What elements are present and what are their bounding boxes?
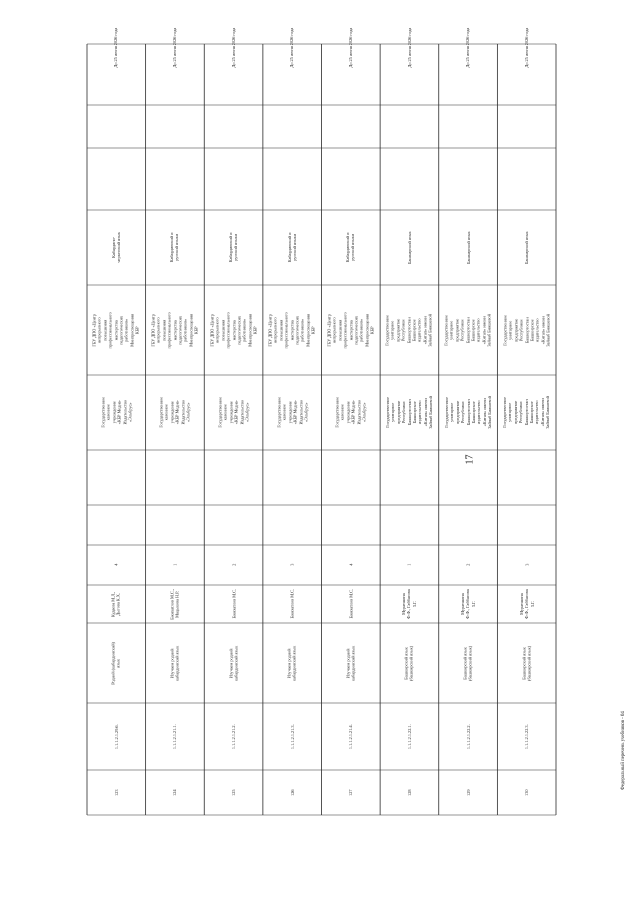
publisher-cell (498, 376, 555, 449)
textbook-authors: Бжихатлов М.С., Мацыкова Н.Р. (169, 588, 180, 620)
grade-cell (147, 546, 204, 584)
language-cell (147, 211, 204, 284)
language: Кабардинский и русский языки (286, 232, 298, 263)
developer-org-cell (323, 286, 380, 374)
empty-cell-cell (323, 106, 380, 147)
empty-cell-cell (498, 149, 555, 209)
grade-cell (323, 546, 380, 584)
textbook-authors: Муратшина Ф.Ф., Габбасова З.Г. (518, 589, 535, 619)
deadline: До 25 июня 2026 года (289, 27, 295, 68)
language-cell (264, 211, 321, 284)
empty-cell-cell (147, 149, 204, 209)
empty-cell-cell (323, 451, 380, 504)
grade: 1 (172, 563, 178, 567)
textbook-authors-cell (381, 586, 438, 622)
language-cell (498, 211, 555, 284)
grade: 4 (348, 563, 354, 567)
language: Кабардино- черкесский язык (110, 232, 122, 263)
textbook-code: 1.1.1.2.1.21.3. (289, 724, 295, 749)
textbook-code-cell (88, 704, 145, 769)
empty-cell-cell (498, 506, 555, 544)
language: Башкирский язык (465, 231, 471, 264)
empty-cell-cell (147, 506, 204, 544)
developer-org: ГБУ ДПО «Центр непрерывного повышения профессионального мастерства педагогических работников» Минпросвещения КБР (326, 311, 375, 349)
row-number: 125 (230, 789, 236, 796)
deadline-cell (205, 27, 262, 68)
textbook-title-cell (88, 624, 145, 702)
textbook-code: 1.1.1.2.1.22.2. (465, 724, 471, 749)
textbook-title-cell (440, 624, 497, 702)
row-number-cell (440, 771, 497, 814)
developer-org-cell (147, 286, 204, 374)
textbook-code: 1.1.1.2.1.22.3. (523, 724, 529, 749)
language: Кабардинский и русский языки (228, 232, 239, 263)
empty-cell-cell (440, 149, 497, 209)
page-number: 17 (464, 454, 476, 465)
empty-cell-cell (205, 506, 262, 544)
grade: 1 (406, 563, 412, 567)
publisher: Государственное унитарное предприятие Республики Башкортостан Башкирское издательство «Китап» имени Зайнаб Биишевой (385, 396, 434, 429)
deadline: До 25 июня 2026 года (406, 27, 412, 68)
row-number: 129 (465, 789, 471, 796)
textbook-title-cell (381, 624, 438, 702)
textbook-title: Изучаем родной кабардинский язык (228, 645, 239, 681)
publisher-cell (147, 376, 204, 449)
grade: 2 (465, 563, 471, 567)
grade: 3 (289, 563, 295, 567)
developer-org: Государственное унитарное предприятие Республики Башкортостан Башкирское издательство «Китап» имени Зайнаб Биишевой (385, 313, 434, 347)
textbook-code-cell (264, 704, 321, 769)
empty-cell-cell (88, 149, 145, 209)
developer-org-cell (440, 286, 497, 374)
empty-cell-cell (264, 106, 321, 147)
textbook-authors: Кудаева М.Л., Дыгова К.Х. (110, 591, 122, 617)
developer-org-cell (264, 286, 321, 374)
empty-cell-cell (264, 149, 321, 209)
publisher: Государственное казенное учреждение «КБР Медиа- Издательство «Эльбрус» (100, 397, 133, 428)
row-number: 128 (406, 789, 412, 796)
deadline-cell (323, 27, 380, 68)
textbook-title-cell (264, 624, 321, 702)
deadline: До 25 июня 2026 года (230, 27, 236, 68)
row-number: 123 (113, 789, 119, 796)
textbook-code-cell (205, 704, 262, 769)
language-cell (323, 211, 380, 284)
empty-cell-cell (205, 106, 262, 147)
footer-text: Федеральный перечень учебников - 04 (621, 711, 626, 790)
row-number-cell (323, 771, 380, 814)
row-number: 130 (523, 789, 529, 796)
textbook-code: 1.1.1.2.1.21.2. (230, 724, 236, 749)
publisher-cell (440, 376, 497, 449)
row-number-cell (88, 771, 145, 814)
textbook-code-cell (440, 704, 497, 769)
publisher: Государственное казенное учреждение «КБР Медиа- Издательство «Эльбрус» (334, 397, 367, 428)
empty-cell-cell (205, 451, 262, 504)
deadline-cell (498, 27, 555, 68)
deadline-cell (381, 27, 438, 68)
developer-org-cell (205, 286, 262, 374)
deadline: До 25 июня 2026 года (465, 27, 471, 68)
textbook-authors-cell (440, 586, 497, 622)
developer-org: Государственное унитарное предприятие Республики Башкортостан Башкирское издательство «Китап» имени Зайнаб Биишевой (443, 313, 492, 347)
publisher-cell (205, 376, 262, 449)
row-number-cell (498, 771, 555, 814)
textbook-authors: Бжихатлов М.С. (289, 589, 295, 619)
grade: 4 (113, 563, 119, 567)
deadline: До 25 июня 2026 года (113, 27, 119, 68)
deadline-cell (88, 27, 145, 68)
empty-cell-cell (147, 451, 204, 504)
empty-cell-cell (498, 106, 555, 147)
row-number: 124 (172, 789, 178, 796)
empty-cell-cell (381, 451, 438, 504)
empty-cell-cell (205, 149, 262, 209)
textbook-title: Башкирский язык (башкирский язык) (521, 645, 532, 681)
empty-cell-cell (264, 506, 321, 544)
empty-cell-cell (88, 106, 145, 147)
empty-cell-cell (323, 149, 380, 209)
textbook-authors-cell (205, 586, 262, 622)
textbook-authors: Муратшина Ф.Ф., Габбасова З.Г. (401, 589, 418, 619)
textbook-title: Изучаем родной кабардинский язык (286, 645, 298, 681)
empty-cell-cell (381, 149, 438, 209)
grade-cell (498, 546, 555, 584)
empty-cell-cell (498, 451, 555, 504)
textbook-code-cell (147, 704, 204, 769)
deadline-cell (147, 27, 204, 68)
publisher: Государственное казенное учреждение «КБР Медиа- Издательство «Эльбрус» (275, 397, 308, 428)
empty-cell-cell (440, 506, 497, 544)
publisher: Государственное унитарное предприятие Республики Башкортостан Башкирское издательство «Китап» имени Зайнаб Биишевой (443, 396, 492, 429)
deadline: До 25 июня 2026 года (348, 27, 354, 68)
textbook-title-cell (205, 624, 262, 702)
developer-org: ГБУ ДПО «Центр непрерывного повышения профессионального мастерства педагогических работников» Минпросвещения КБР (91, 311, 141, 349)
row-number: 127 (348, 789, 354, 796)
deadline: До 25 июня 2026 года (523, 27, 529, 68)
textbook-code: 1.1.1.2.1.29.6. (113, 724, 119, 749)
empty-cell-cell (147, 106, 204, 147)
developer-org: ГБУ ДПО «Центр непрерывного повышения профессионального мастерства педагогических работников» Минпросвещения КБР (150, 311, 199, 349)
empty-cell-cell (440, 106, 497, 147)
textbook-code-cell (381, 704, 438, 769)
language-cell (440, 211, 497, 284)
developer-org: ГБУ ДПО «Центр непрерывного повышения профессионального мастерства педагогических работников» Минпросвещения КБР (209, 311, 258, 349)
publisher-cell (88, 376, 145, 449)
empty-cell-cell (88, 451, 145, 504)
publisher: Государственное казенное учреждение «КБР Медиа- Издательство «Эльбрус» (217, 397, 250, 428)
publisher-cell (323, 376, 380, 449)
publisher-cell (264, 376, 321, 449)
textbook-code: 1.1.1.2.1.21.4. (348, 724, 354, 749)
row-number-cell (264, 771, 321, 814)
grade-cell (88, 546, 145, 584)
textbook-title: Башкирский язык (башкирский язык) (462, 645, 474, 681)
textbook-code-cell (323, 704, 380, 769)
developer-org-cell (498, 286, 555, 374)
textbook-authors-cell (147, 586, 204, 622)
row-number-cell (205, 771, 262, 814)
empty-cell-cell (381, 106, 438, 147)
textbook-title: Изучаем родной кабардинский язык (169, 645, 180, 681)
grade-cell (205, 546, 262, 584)
publisher: Государственное унитарное предприятие Республики Башкортостан Башкирское издательство «Китап» имени Зайнаб Биишевой (502, 396, 551, 429)
textbook-title-cell (147, 624, 204, 702)
textbook-authors-cell (264, 586, 321, 622)
developer-org-cell (381, 286, 438, 374)
textbook-authors: Бжихатлов М.С. (230, 589, 236, 619)
grade-cell (264, 546, 321, 584)
developer-org: ГБУ ДПО «Центр непрерывного повышения профессионального мастерства педагогических работников» Минпросвещения КБР (267, 311, 317, 349)
textbook-code-cell (498, 704, 555, 769)
textbook-code: 1.1.1.2.1.22.1. (406, 724, 412, 749)
grade: 3 (523, 563, 529, 567)
textbook-authors: Бжихатлов М.С. (348, 589, 354, 619)
deadline: До 25 июня 2026 года (172, 27, 178, 68)
developer-org-cell (88, 286, 145, 374)
textbook-title: Башкирский язык (башкирский язык) (404, 645, 415, 681)
language-cell (381, 211, 438, 284)
textbook-authors-cell (88, 586, 145, 622)
empty-cell-cell (264, 451, 321, 504)
empty-cell-cell (88, 506, 145, 544)
language: Башкирский язык (406, 231, 412, 264)
language: Кабардинский и русский языки (169, 232, 180, 263)
grade-cell (381, 546, 438, 584)
textbook-authors-cell (498, 586, 555, 622)
textbook-title-cell (323, 624, 380, 702)
textbook-authors: Муратшина Ф.Ф., Габбасова З.Г. (459, 589, 476, 619)
empty-cell-cell (323, 506, 380, 544)
grade: 2 (230, 563, 236, 567)
empty-cell-cell (381, 506, 438, 544)
publisher: Государственное казенное учреждение «КБР Медиа- Издательство «Эльбрус» (158, 397, 191, 428)
textbook-title: Изучаем родной кабардинский язык (345, 645, 356, 681)
language-cell (88, 211, 145, 284)
row-number: 126 (289, 789, 295, 796)
textbook-title-cell (498, 624, 555, 702)
textbook-authors-cell (323, 586, 380, 622)
deadline-cell (440, 27, 497, 68)
developer-org: Государственное унитарное предприятие Республики Башкортостан Башкирское издательство «Китап» имени Зайнаб Биишевой (502, 313, 551, 347)
textbook-title: Родной (кабардинский) язык (110, 641, 122, 685)
publisher-cell (381, 376, 438, 449)
row-number-cell (381, 771, 438, 814)
deadline-cell (264, 27, 321, 68)
row-number-cell (147, 771, 204, 814)
language: Кабардинский и русский языки (345, 232, 356, 263)
language-cell (205, 211, 262, 284)
textbook-code: 1.1.1.2.1.21.1. (172, 724, 178, 749)
language: Башкирский язык (523, 231, 529, 264)
grade-cell (440, 546, 497, 584)
